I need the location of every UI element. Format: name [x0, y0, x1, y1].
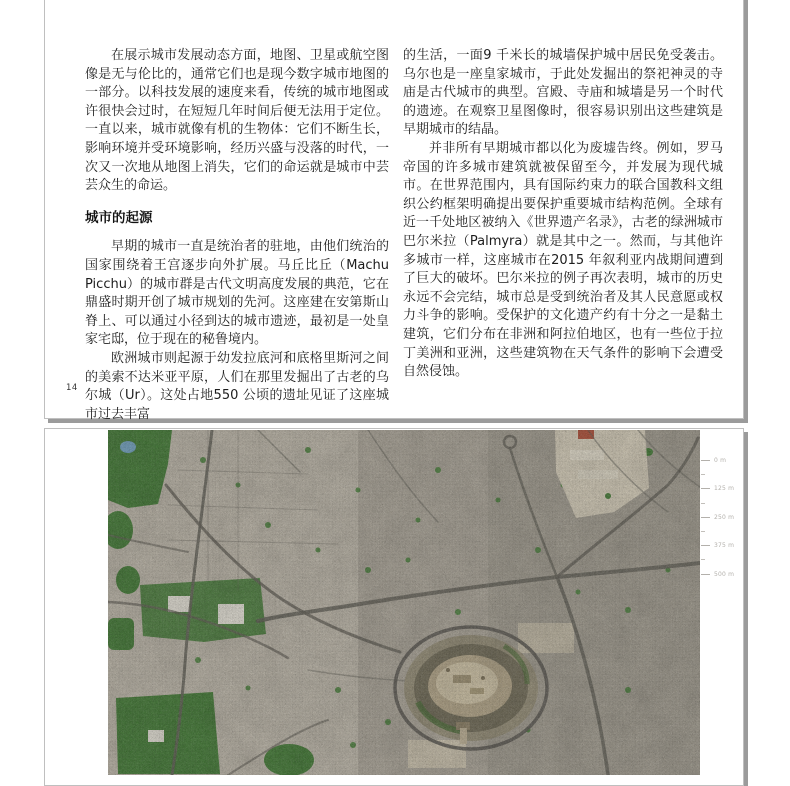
satellite-image-svg — [108, 430, 700, 775]
ruler-major-tick — [701, 488, 710, 489]
ruler-minor-tick — [701, 559, 705, 560]
ruler-major-tick — [701, 517, 710, 518]
ruler-major-tick — [701, 545, 710, 546]
map-scale-ruler — [701, 429, 741, 629]
ruler-tick-label: 125 m — [714, 485, 735, 493]
ruler-major-tick — [701, 460, 710, 461]
ruler-minor-tick — [701, 531, 705, 532]
book-page-text — [44, 0, 744, 422]
satellite-image-aleppo — [108, 430, 700, 775]
paragraph: 早期的城市一直是统治者的驻地，由他们统治的国家围绕着王宫逐步向外扩展。马丘比丘（Machu Picchu）的城市群是古代文明高度发展的典范，它在鼎盛时期开创了城市规划的先河。这座建在安第斯山脊上、可以通过小径到达的城市遗迹，最初是一处皇家宅邸，位于现在的秘鲁境内。 — [85, 239, 389, 348]
paragraph: 的生活，一面9 千米长的城墙保护城中居民免受袭击。乌尔也是一座皇家城市，于此处发掘出的祭祀神灵的寺庙是古代城市的典型。宫殿、寺庙和城墙是另一个时代的遗迹。在观察卫星图像时，很容易识别出这些建筑是早期城市的结晶。 — [403, 48, 723, 138]
page-number: 14 — [66, 383, 78, 393]
ruler-tick-label: 500 m — [714, 570, 735, 578]
ruler-tick-label: 375 m — [714, 542, 735, 550]
ruler-minor-tick — [701, 503, 705, 504]
ruler-tick-label: 0 m — [714, 457, 727, 464]
ruler-minor-tick — [701, 474, 705, 475]
paragraph: 欧洲城市则起源于幼发拉底河和底格里斯河之间的美索不达米亚平原，人们在那里发掘出了古老的乌尔城（Ur）。这处占地550 公顷的遗址见证了这座城市过去丰富 — [85, 350, 389, 422]
text-column-left — [85, 47, 389, 424]
ruler-tick-label: 250 m — [714, 513, 735, 521]
section-heading: 城市的起源 — [85, 209, 153, 226]
text-column-right — [403, 47, 723, 382]
paragraph: 并非所有早期城市都以化为废墟告终。例如，罗马帝国的许多城市建筑就被保留至今，并发展为现代城市。在世界范围内，具有国际约束力的联合国教科文组织公约框架明确提出要保护重要城市结构范例。全球有近一千处地区被纳入《世界遗产名录》，古老的绿洲城市巴尔米拉（Palmyra）就是其中之一。然而，与其他许多城市一样，这座城市在2015 年叙利亚内战期间遭到了巨大的破坏。巴尔米拉的例子再次表明，城市的历史永远不会完结，城市总是受到统治者及其人民意愿或权力斗争的影响。受保护的文化遗产约有十分之一是黏土建筑，它们分布在非洲和阿拉伯地区，也有一些位于拉丁美洲和亚洲，这些建筑物在天气条件的影响下会遭受自然侵蚀。 — [403, 140, 723, 380]
ruler-major-tick — [701, 574, 710, 575]
paragraph: 在展示城市发展动态方面，地图、卫星或航空图像是无与伦比的，通常它们也是现今数字城市地图的一部分。以科技发展的速度来看，传统的城市地图或许很快会过时，在短短几年时间后便无法用于定位。一直以来，城市就像有机的生物体：它们不断生长，影响环境并受环境影响，经历兴盛与没落的时代，一次又一次地从地图上消失，它们的命运就是城市中芸芸众生的命运。 — [85, 48, 389, 194]
book-page-figure — [44, 428, 744, 786]
